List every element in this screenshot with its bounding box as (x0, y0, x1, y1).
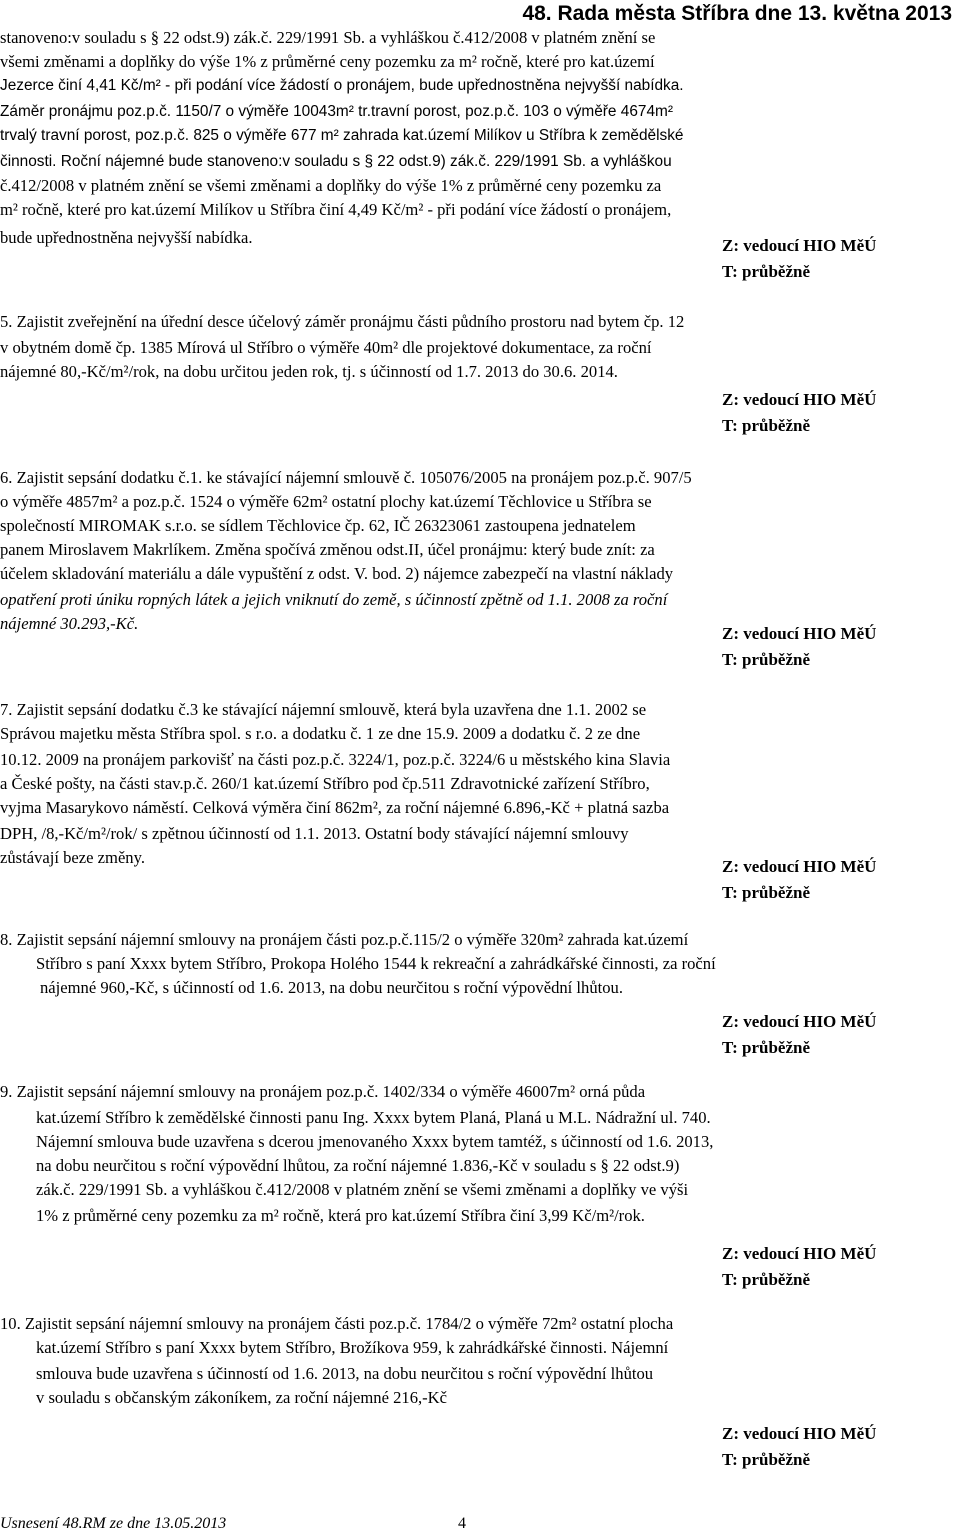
text-line: o výměře 4857m² a poz.p.č. 1524 o výměře 62m² ostatní plochy kat.území Těchlovice u Stříbra se (0, 492, 652, 511)
text-line: činnosti. Roční nájemné bude stanoveno:v souladu s § 22 odst.9) zák.č. 229/1991 Sb. a vyhláškou (0, 153, 672, 170)
deadline: T: průběžně (722, 262, 810, 281)
responsible-person: Z: vedoucí HIO MěÚ (722, 624, 877, 643)
footer-minutes: Usnesení 48.RM ze dne 13.05.2013 (0, 1515, 227, 1532)
text-line: zák.č. 229/1991 Sb. a vyhláškou č.412/2008 v platném znění se všemi změnami a doplňky ve výši (36, 1180, 689, 1199)
text-line: v obytném domě čp. 1385 Mírová ul Stříbro o výměře 40m² dle projektové dokumentace, za roční (0, 338, 652, 357)
text-line: stanoveno:v souladu s § 22 odst.9) zák.č. 229/1991 Sb. a vyhláškou č.412/2008 v platném znění se (0, 28, 656, 47)
deadline: T: průběžně (722, 416, 810, 435)
text-line: vyjma Masarykovo náměstí. Celková výměra činí 862m², za roční nájemné 6.896,-Kč + platná sazba (0, 798, 670, 817)
text-line: Nájemní smlouva bude uzavřena s dcerou jmenovaného Xxxx bytem tamtéž, s účinností od 1.6. 2013, (36, 1132, 714, 1151)
text-line: m² ročně, které pro kat.území Milíkov u Stříbra činí 4,49 Kč/m² - při podání více žádostí o pronájem, (0, 200, 672, 219)
page-title: 48. Rada města Stříbra dne 13. května 2013 (522, 2, 952, 25)
responsible-person: Z: vedoucí HIO MěÚ (722, 1012, 877, 1031)
text-line: na dobu neurčitou s roční výpovědní lhůtou, za roční nájemné 1.836,-Kč v souladu s § 22 odst.9) (36, 1156, 680, 1175)
text-line: kat.území Stříbro k zemědělské činnosti panu Ing. Xxxx bytem Planá, Planá u M.L. Nádražní ul. 740. (36, 1108, 711, 1127)
text-line: společností MIROMAK s.r.o. se sídlem Těchlovice čp. 62, IČ 26323061 zastoupena jednatelem (0, 516, 636, 535)
text-line: č.412/2008 v platném znění se všemi změnami a doplňky do výše 1% z průměrné ceny pozemku za (0, 176, 662, 195)
text-line: všemi změnami a doplňky do výše 1% z průměrné ceny pozemku za m² ročně, které pro kat.území (0, 52, 655, 71)
text-line: zůstávají beze změny. (0, 848, 145, 867)
responsible-person: Z: vedoucí HIO MěÚ (722, 236, 877, 255)
text-line: 7. Zajistit sepsání dodatku č.3 ke stávající nájemní smlouvě, která byla uzavřena dne 1.1. 2002 se (0, 700, 647, 719)
text-line: panem Miroslavem Makrlíkem. Změna spočívá změnou odst.II, účel pronájmu: který bude znít: za (0, 540, 655, 559)
text-line: 9. Zajistit sepsání nájemní smlouvy na pronájem poz.p.č. 1402/334 o výměře 46007m² orná půda (0, 1082, 646, 1101)
text-line: a České pošty, na části stav.p.č. 260/1 kat.území Stříbro pod čp.511 Zdravotnické zařízení Stříbro, (0, 774, 650, 793)
deadline: T: průběžně (722, 1038, 810, 1057)
text-line: Záměr pronájmu poz.p.č. 1150/7 o výměře 10043m² tr.travní porost, poz.p.č. 103 o výměře 4674m² (0, 103, 673, 120)
text-line: 6. Zajistit sepsání dodatku č.1. ke stávající nájemní smlouvě č. 105076/2005 na pronájem poz.p.č. 907/5 (0, 468, 692, 487)
responsible-person: Z: vedoucí HIO MěÚ (722, 1424, 877, 1443)
text-line: 1% z průměrné ceny pozemku za m² ročně, která pro kat.území Stříbra činí 3,99 Kč/m²/rok. (36, 1206, 645, 1225)
text-line: 5. Zajistit zveřejnění na úřední desce účelový záměr pronájmu části půdního prostoru nad bytem čp. 12 (0, 312, 685, 331)
text-line: nájemné 30.293,-Kč. (0, 614, 139, 633)
text-line: nájemné 960,-Kč, s účinností od 1.6. 2013, na dobu neurčitou s roční výpovědní lhůtou. (40, 978, 623, 997)
text-line: v souladu s občanským zákoníkem, za roční nájemné 216,-Kč (36, 1388, 448, 1407)
text-line: trvalý travní porost, poz.p.č. 825 o výměře 677 m² zahrada kat.území Milíkov u Stříbra k zemědělské (0, 127, 684, 144)
text-line: 10. Zajistit sepsání nájemní smlouvy na pronájem části poz.p.č. 1784/2 o výměře 72m² ostatní plocha (0, 1314, 674, 1333)
page-number: 4 (458, 1515, 466, 1532)
text-line: 8. Zajistit sepsání nájemní smlouvy na pronájem části poz.p.č.115/2 o výměře 320m² zahrada kat.území (0, 930, 689, 949)
text-line: kat.území Stříbro s paní Xxxx bytem Stříbro, Brožíkova 959, k zahrádkářské činnosti. Nájemní (36, 1338, 669, 1357)
deadline: T: průběžně (722, 1450, 810, 1469)
deadline: T: průběžně (722, 883, 810, 902)
text-line: DPH, /8,-Kč/m²/rok/ s zpětnou účinností od 1.1. 2013. Ostatní body stávající nájemní smlouvy (0, 824, 629, 843)
text-line: Stříbro s paní Xxxx bytem Stříbro, Prokopa Holého 1544 k rekreační a zahrádkářské činnosti, za roční (36, 954, 716, 973)
responsible-person: Z: vedoucí HIO MěÚ (722, 857, 877, 876)
text-line: smlouva bude uzavřena s účinností od 1.6. 2013, na dobu neurčitou s roční výpovědní lhůtou (36, 1364, 654, 1383)
text-line: nájemné 80,-Kč/m²/rok, na dobu určitou jeden rok, tj. s účinností od 1.7. 2013 do 30.6. 2014. (0, 362, 618, 381)
text-line: Správou majetku města Stříbra spol. s r.o. a dodatku č. 1 ze dne 15.9. 2009 a dodatku č. 2 ze dne (0, 724, 641, 743)
text-line: bude upřednostněna nejvyšší nabídka. (0, 228, 253, 247)
responsible-person: Z: vedoucí HIO MěÚ (722, 1244, 877, 1263)
text-line: účelem skladování materiálu a dále vypuštění z odst. V. bod. 2) nájemce zabezpečí na vlastní náklady (0, 564, 674, 583)
responsible-person: Z: vedoucí HIO MěÚ (722, 390, 877, 409)
deadline: T: průběžně (722, 650, 810, 669)
text-line: opatření proti úniku ropných látek a jejich vniknutí do země, s účinností zpětně od 1.1. 2008 za roční (0, 590, 668, 609)
deadline: T: průběžně (722, 1270, 810, 1289)
text-line: 10.12. 2009 na pronájem parkovišť na části poz.p.č. 3224/1, poz.p.č. 3224/6 u městského kina Slavia (0, 750, 671, 769)
text-line: Jezerce činí 4,41 Kč/m² - při podání více žádostí o pronájem, bude upřednostněna nejvyšší nabídka. (0, 77, 684, 94)
